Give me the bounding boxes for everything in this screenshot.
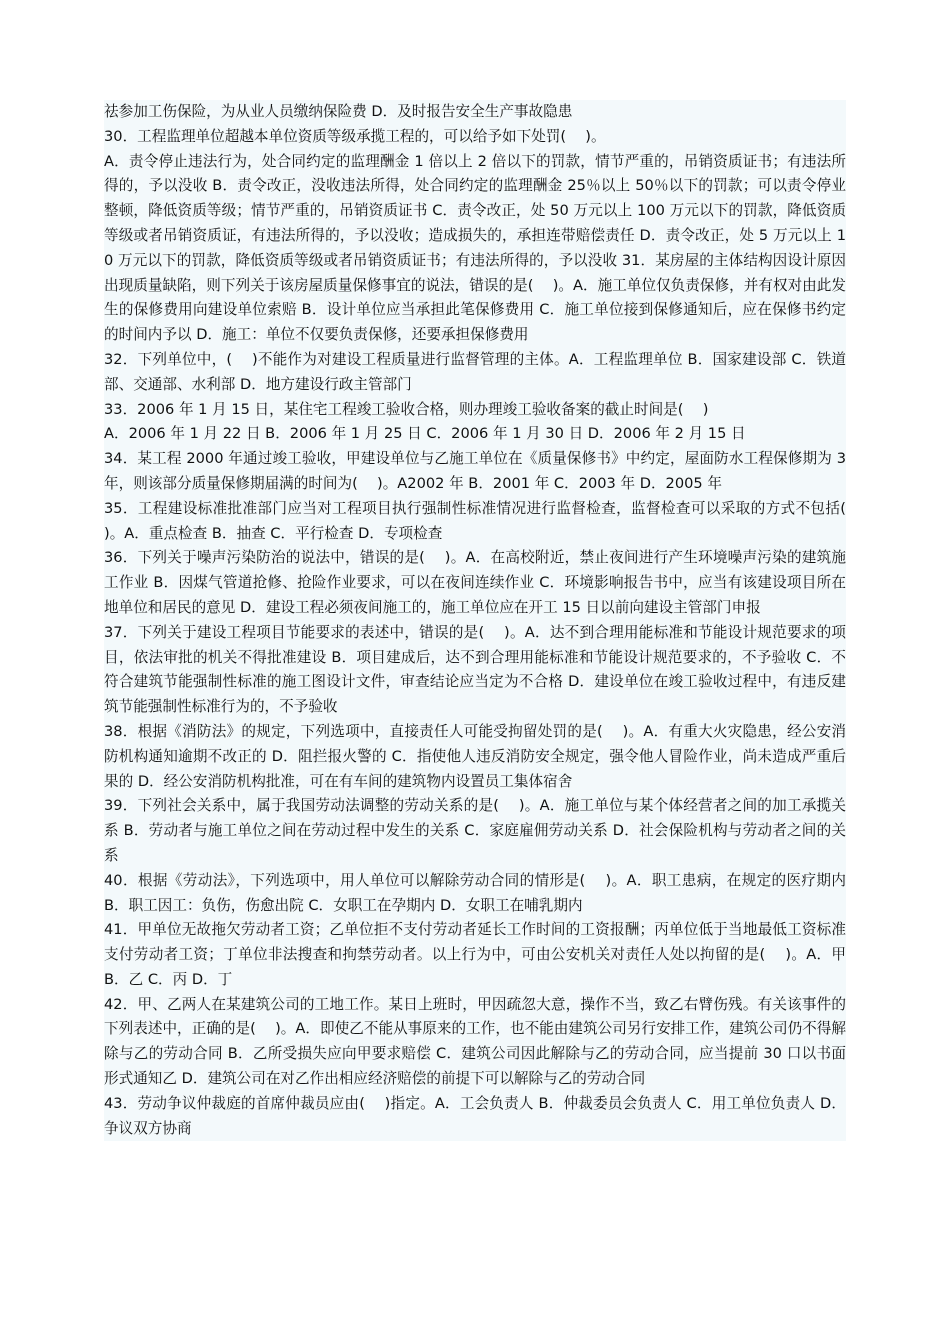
question-32: 32．下列单位中，( )不能作为对建设工程质量进行监督管理的主体。A．工程监理单位 B．国家建设部 C．铁道部、交通部、水利部 D．地方建设行政主管部门: [104, 350, 846, 393]
question-34: 34．某工程 2000 年通过竣工验收，甲建设单位与乙施工单位在《质量保修书》中约定，屋面防水工程保修期为 3 年，则该部分质量保修期届满的时间为( )。A2002 年 B．2001 年 C．2003 年 D．2005 年: [104, 450, 846, 492]
question-42: 42．甲、乙两人在某建筑公司的工地工作。某日上班时，甲因疏忽大意，操作不当，致乙右臂伤残。有关该事件的下列表述中，正确的是( )。A．即使乙不能从事原来的工作，也不能由建筑公司另行安排工作，建筑公司仍不得解除与乙的劳动合同 B．乙所受损失应向甲要求赔偿 C．建筑公司因此解除与乙的劳动合同，应当提前 30 口以书面形式通知乙 D．建筑公司在对乙作出相应经济赔偿的前提下可以解除与乙的劳动合同: [104, 995, 846, 1088]
document-text-block: [104, 100, 866, 1141]
question-30-31-options: A．责令停止违法行为，处合同约定的监理酬金 1 倍以上 2 倍以下的罚款，情节严重的，吊销资质证书；有违法所得的，予以没收 B．责令改正，没收违法所得，处合同约定的监理酬金 25％以上 50％以下的罚款；可以责令停业整顿，降低资质等级；情节严重的，吊销资质证书 C．责令改正，处 50 万元以上 100 万元以下的罚款，降低资质等级或者吊销资质证，有违法所得的，予以没收；造成损失的，承担连带赔偿责任 D．责令改正，处 5 万元以上 10 万元以下的罚款，降低资质等级或者吊销资质证书；有违法所得的，予以没收 31．某房屋的主体结构因设计原因出现质量缺陷，则下列关于该房屋质量保修事宜的说法，错误的是( )。A．施工单位仅负责保修，并有权对由此发生的保修费用向建设单位索赔 B．设计单位应当承担此笔保修费用 C．施工单位接到保修通知后，应在保修书约定的时间内予以 D．施工：单位不仅要负责保修，还要承担保修费用: [104, 152, 846, 344]
question-41: 41．甲单位无故拖欠劳动者工资；乙单位拒不支付劳动者延长工作时间的工资报酬；丙单位低于当地最低工资标准支付劳动者工资；丁单位非法搜查和拘禁劳动者。以上行为中，可由公安机关对责任人处以拘留的是( )。A．甲 B．乙 C．丙 D．丁: [104, 921, 846, 988]
question-33: 33．2006 年 1 月 15 日，某住宅工程竣工验收合格，则办理竣工验收备案的截止时间是( ): [104, 400, 709, 418]
paragraph-continuation: 祛参加工伤保险，为从业人员缴纳保险费 D．及时报告安全生产事故隐患: [104, 103, 573, 120]
question-39: 39．下列社会关系中，属于我国劳动法调整的劳动关系的是( )。A．施工单位与某个体经营者之间的加工承揽关系 B．劳动者与施工单位之间在劳动过程中发生的关系 C．家庭雇佣劳动关系 D．社会保险机构与劳动者之间的关系: [104, 797, 846, 864]
question-35: 35．工程建设标准批准部门应当对工程项目执行强制性标准情况进行监督检查，监督检查可以采取的方式不包括( )。A．重点检查 B．抽查 C．平行检查 D．专项检查: [104, 499, 866, 542]
question-33-options: A．2006 年 1 月 22 日 B．2006 年 1 月 25 日 C．2006 年 1 月 30 日 D．2006 年 2 月 15 日: [104, 425, 746, 443]
question-30: 30．工程监理单位超越本单位资质等级承揽工程的，可以给予如下处罚( )。: [104, 127, 606, 145]
question-43: 43．劳动争议仲裁庭的首席仲裁员应由( )指定。A．工会负责人 B．仲裁委员会负责人 C．用工单位负责人 D．争议双方协商: [104, 1094, 846, 1137]
question-37: 37．下列关于建设工程项目节能要求的表述中，错误的是( )。A．达不到合理用能标准和节能设计规范要求的项目，依法审批的机关不得批准建设 B．项目建成后，达不到合理用能标准和节能设计规范要求的，不予验收 C．不符合建筑节能强制性标准的施工图设计文件，审查结论应当定为不合格 D．建设单位在竣工验收过程中，有违反建筑节能强制性标准行为的，不予验收: [104, 623, 846, 716]
question-36: 36．下列关于噪声污染防治的说法中，错误的是( )。A．在高校附近，禁止夜间进行产生环境噪声污染的建筑施工作业 B．因煤气管道抢修、抢险作业要求，可以在夜间连续作业 C．环境影响报告书中，应当有该建设项目所在地单位和居民的意见 D．建设工程必须夜间施工的，施工单位应在开工 15 日以前向建设主管部门申报: [104, 549, 846, 616]
question-38: 38．根据《消防法》的规定，下列选项中，直接责任人可能受拘留处罚的是( )。A．有重大火灾隐患，经公安消防机构通知逾期不改正的 D．阻拦报火警的 C．指使他人违反消防安全规定，强令他人冒险作业，尚未造成严重后果的 D．经公安消防机构批准，可在有车间的建筑物内设置员工集体宿舍: [104, 722, 846, 790]
question-40: 40．根据《劳动法》，下列选项中，用人单位可以解除劳动合同的情形是( )。A．职工患病，在规定的医疗期内 B．职工因工：负伤，伤愈出院 C．女职工在孕期内 D．女职工在哺乳期内: [104, 871, 846, 914]
